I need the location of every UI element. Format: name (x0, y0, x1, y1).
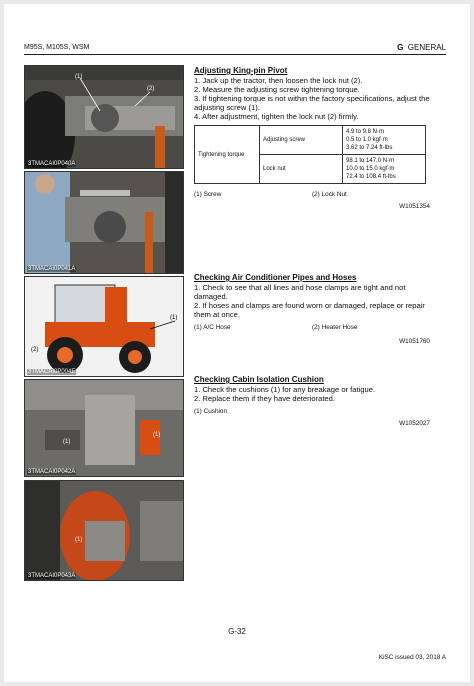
section-header: G GENERAL (397, 43, 446, 52)
step-2: 2. Measure the adjusting screw tightening torque. (194, 85, 360, 94)
legend: (1) Screw (2) Lock Nut (194, 191, 347, 198)
section-ac-hoses (194, 273, 430, 346)
screw-values: 4.9 to 9.8 N·m 0.5 to 1.0 kgf·m 3.62 to 7.24 ft-lbs (343, 126, 426, 155)
callout-1: (1) (170, 315, 178, 321)
photo-caption: 3TMACAI0P004E (28, 369, 76, 375)
legend: (1) A/C Hose (2) Heater Hose (194, 324, 358, 331)
photo-caption: 3TMACAI0P043A (28, 573, 76, 579)
callout-1: (1) (63, 439, 71, 445)
ref-code: W1051354 (399, 203, 430, 210)
photo-cushion-2 (24, 480, 184, 581)
section-kingpin (194, 66, 430, 211)
section-title: Adjusting King-pin Pivot (194, 66, 288, 75)
callout-1: (1) (75, 537, 83, 543)
step-4: 4. After adjustment, tighten the lock nut (2) firmly. (194, 112, 359, 121)
nut-label: Lock nut (260, 155, 343, 184)
model-header: M95S, M105S, WSM (24, 44, 90, 51)
ref-code: W1052027 (399, 420, 430, 427)
legend: (1) Cushion (194, 408, 228, 415)
step-1: 1. Check to see that all lines and hose clamps are tight and not damaged. (194, 283, 406, 301)
photo-kingpin-1 (24, 65, 184, 169)
callout-1b: (1) (153, 432, 161, 438)
photo-caption: 3TMACAI0P040A (28, 161, 76, 167)
torque-table (194, 125, 426, 184)
manual-page (4, 4, 470, 682)
callout-2: (2) (147, 86, 155, 92)
callout-2: (2) (31, 347, 39, 353)
step-2: 2. Replace them if they have deteriorated. (194, 394, 335, 403)
ref-code: W1051760 (399, 338, 430, 345)
page-number: G-32 (228, 627, 246, 636)
step-2: 2. If hoses and clamps are found worn or damaged, replace or repair them at once. (194, 301, 425, 319)
header-rule (24, 54, 446, 55)
callout-1: (1) (75, 74, 83, 80)
photo-caption: 3TMACAI0P041A (28, 266, 76, 272)
photo-caption: 3TMACAI0P042A (28, 469, 76, 475)
torque-row-label: Tightening torque (195, 126, 260, 184)
photo-cushion-1 (24, 379, 184, 477)
section-cabin-cushion (194, 375, 430, 428)
section-title: Checking Cabin Isolation Cushion (194, 375, 324, 384)
step-1: 1. Check the cushions (1) for any breakage or fatigue. (194, 385, 376, 394)
section-title: Checking Air Conditioner Pipes and Hoses (194, 273, 357, 282)
step-1: 1. Jack up the tractor, then loosen the lock nut (2). (194, 76, 363, 85)
issue-note: KiSC issued 03, 2018 A (378, 654, 446, 661)
screw-label: Adjusting screw (260, 126, 343, 155)
photo-tractor (24, 276, 184, 377)
step-3: 3. If tightening torque is not within the factory specifications, adjust the adjusting screw (1). (194, 94, 430, 112)
nut-values: 98.1 to 147.0 N·m 10.0 to 15.0 kgf·m 72.4 to 108.4 ft-lbs (343, 155, 426, 184)
photo-kingpin-2 (24, 171, 184, 274)
